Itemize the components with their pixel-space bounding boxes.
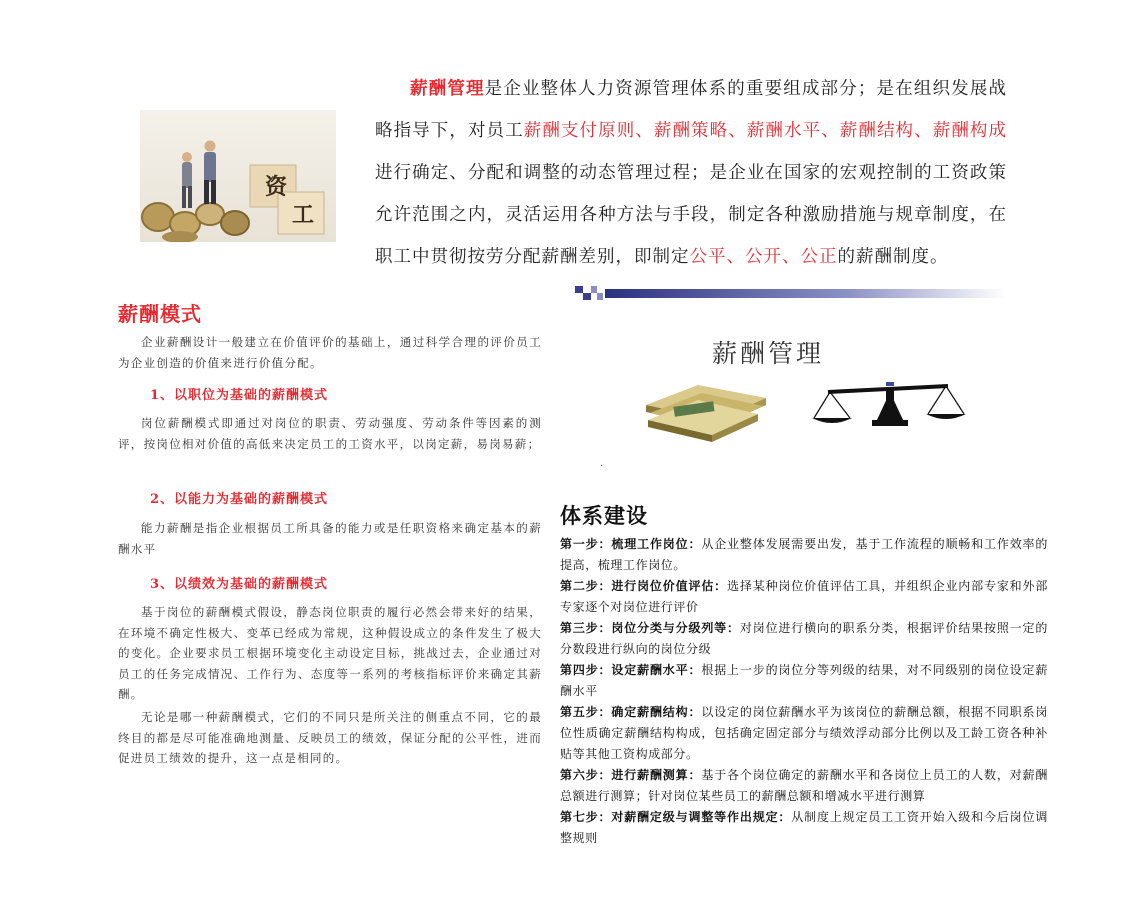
step-3-label: 第三步：岗位分类与分级列等： bbox=[560, 621, 740, 635]
steps-list bbox=[560, 534, 1048, 849]
intro-text-2: 进行确定、分配和调整的动态管理过程；是企业在国家的宏观控制的工资政策允许范围之内，灵活运用各种方法与手段，制定各种激励措施与规章制度，在职工中贯彻按劳分配薪酬差别，即制定 bbox=[375, 163, 1007, 267]
money-scale-illustration bbox=[598, 330, 978, 490]
intro-text-1: 是企业整体人力资源管理体系的重要组成部分；是在组织发展战略指导下，对员工 bbox=[375, 79, 1008, 141]
step-7 bbox=[560, 807, 1048, 849]
mode-3-heading: 3、以绩效为基础的薪酬模式 bbox=[150, 577, 329, 592]
step-1-text: 从企业整体发展需要出发，基于工作流程的顺畅和工作效率的提高，梳理工作岗位。 bbox=[560, 537, 1049, 572]
step-6-text: 基于各个岗位确定的薪酬水平和各岗位上员工的人数，对薪酬总额进行测算；针对岗位某些员工的薪酬总额和增减水平进行测算 bbox=[560, 768, 1049, 803]
step-7-text: 从制度上规定员工工资开始入级和今后岗位调整规则 bbox=[560, 810, 1048, 845]
mode-2-body: 能力薪酬是指企业根据员工所具备的能力或是任职资格来确定基本的薪酬水平 bbox=[118, 521, 542, 556]
intro-highlights-2: 公平、公开、公正 bbox=[689, 247, 838, 267]
mode-2-heading: 2、以能力为基础的薪酬模式 bbox=[150, 492, 329, 507]
intro-highlights-1: 薪酬支付原则、薪酬策略、薪酬水平、薪酬结构、薪酬构成 bbox=[523, 121, 1008, 141]
step-6-label: 第六步：进行薪酬测算： bbox=[560, 768, 702, 782]
step-1 bbox=[560, 534, 1048, 576]
step-3 bbox=[560, 618, 1048, 660]
step-7-label: 第七步：对薪酬定级与调整等作出规定： bbox=[560, 810, 792, 824]
step-4 bbox=[560, 660, 1048, 702]
step-6 bbox=[560, 765, 1048, 807]
decorative-banner bbox=[575, 285, 1005, 299]
stray-dot: . bbox=[600, 458, 604, 469]
money-stack-icon bbox=[646, 385, 766, 442]
intro-paragraph bbox=[375, 68, 1007, 278]
block-char-1: 资 bbox=[265, 174, 288, 200]
mode-1-body: 岗位薪酬模式即通过对岗位的职责、劳动强度、劳动条件等因素的测评，按岗位相对价值的高低来决定员工的工资水平，以岗定薪，易岗易薪； bbox=[118, 416, 542, 451]
mode-1-heading: 1、以职位为基础的薪酬模式 bbox=[150, 388, 329, 403]
step-4-text: 根据上一步的岗位分等列级的结果，对不同级别的岗位设定薪酬水平 bbox=[560, 663, 1049, 698]
intro-lead: 薪酬管理 bbox=[410, 79, 485, 99]
block-char-2: 工 bbox=[292, 202, 315, 228]
step-1-label: 第一步：梳理工作岗位： bbox=[560, 537, 702, 551]
business-figures-coins-illustration bbox=[140, 110, 336, 242]
salary-mode-title: 薪酬模式 bbox=[118, 302, 202, 326]
balance-scale-icon bbox=[812, 382, 966, 426]
mode-3-body: 基于岗位的薪酬模式假设，静态岗位职责的履行必然会带来好的结果，在环境不确定性极大、变革已经成为常规，这种假设成立的条件发生了极大的变化。企业要求员工根据环境变化主动设定目标，挑战过去，企业通过对员工的任务完成情况、工作行为、态度等一系列的考核指标评价来确定其薪酬。 bbox=[118, 605, 542, 701]
step-2-text: 选择某种岗位价值评估工具，并组织企业内部专家和外部专家逐个对岗位进行评价 bbox=[560, 579, 1048, 614]
system-title: 体系建设 bbox=[560, 504, 648, 528]
salary-mode-closing: 无论是哪一种薪酬模式，它们的不同只是所关注的侧重点不同，它的最终目的都是尽可能准确地测量、反映员工的绩效，保证分配的公平性，进而促进员工绩效的提升，这一点是相同的。 bbox=[118, 710, 542, 765]
hero-title: 薪酬管理 bbox=[712, 339, 825, 368]
step-5-text: 以设定的岗位薪酬水平为该岗位的薪酬总额，根据不同职系岗位性质确定薪酬结构构成，包括确定固定部分与绩效浮动部分比例以及工龄工资各种补贴等其他工资构成部分。 bbox=[560, 705, 1049, 761]
intro-text-3: 的薪酬制度。 bbox=[837, 247, 949, 267]
salary-mode-intro: 企业薪酬设计一般建立在价值评价的基础上，通过科学合理的评价员工为企业创造的价值来进行价值分配。 bbox=[118, 335, 542, 370]
intro-indent bbox=[375, 79, 410, 99]
step-5 bbox=[560, 702, 1048, 765]
step-4-label: 第四步：设定薪酬水平： bbox=[560, 663, 702, 677]
step-2-label: 第二步：进行岗位价值评估： bbox=[560, 579, 728, 593]
step-3-text: 对岗位进行横向的职系分类，根据评价结果按照一定的分数段进行纵向的岗位分级 bbox=[560, 621, 1049, 656]
step-2 bbox=[560, 576, 1048, 618]
step-5-label: 第五步：确定薪酬结构： bbox=[560, 705, 702, 719]
intro-photo bbox=[140, 110, 336, 242]
